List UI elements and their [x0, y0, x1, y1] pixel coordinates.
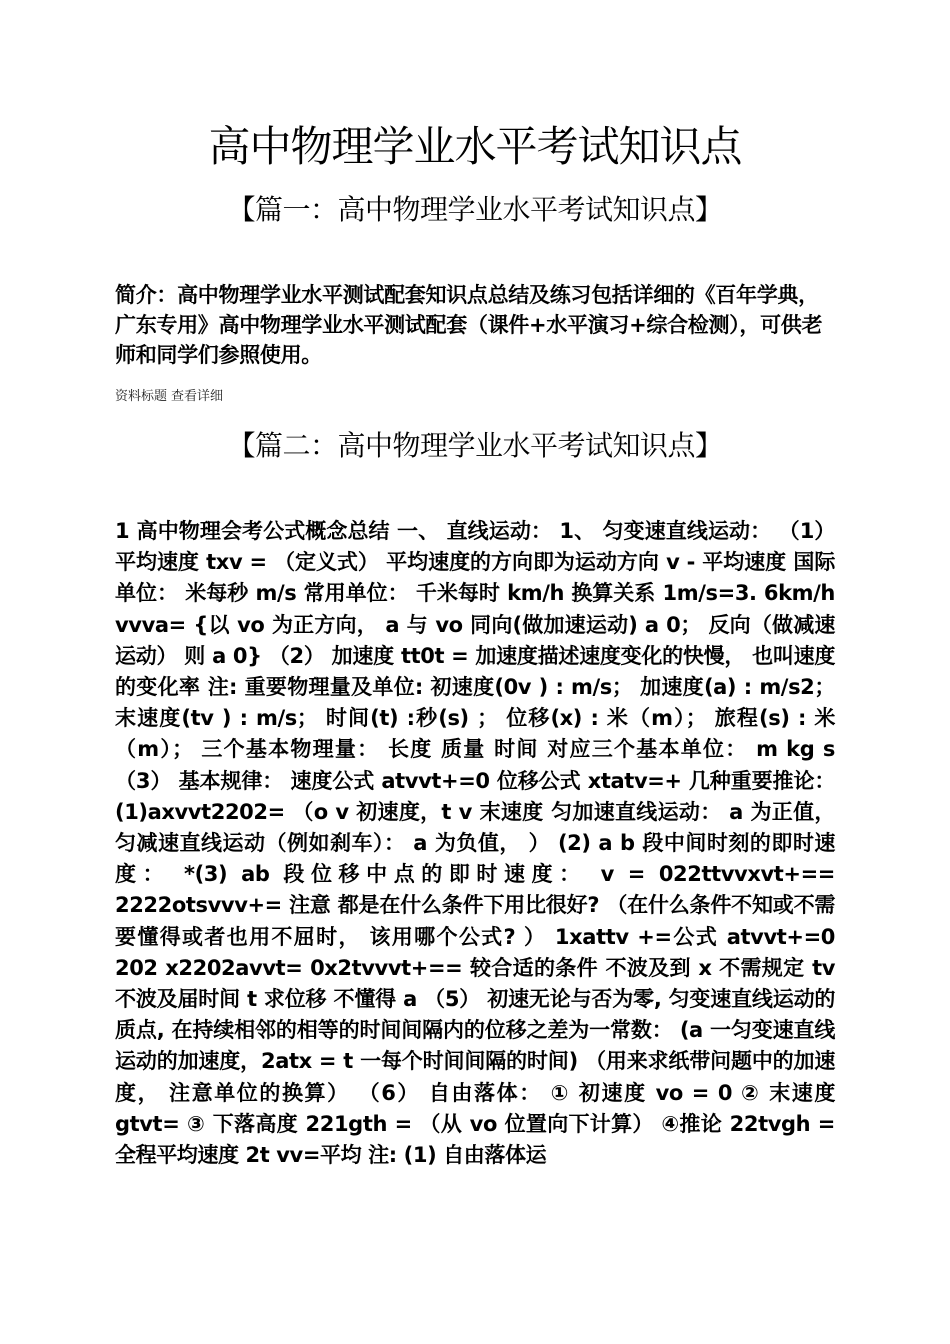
intro-paragraph: 简介：高中物理学业水平测试配套知识点总结及练习包括详细的《百年学典，广东专用》高中物理学业水平测试配套（课件+水平演习+综合检测），可供老师和同学们参照使用。	[115, 283, 823, 367]
section-heading-1: 【篇一：高中物理学业水平考试知识点】	[227, 193, 723, 226]
material-info-line	[115, 388, 835, 406]
formula-summary-text: 1 高中物理会考公式概念总结 一、 直线运动： 1、 匀变速直线运动： （1） 平均速度 txv = （定义式） 平均速度的方向即为运动方向 v - 平均速度 国际单位： 米每秒 m/s 常用单位： 千米每时 km/h 换算关系 1m/s=3. 6km/h vvva= {以 vo 为正方向， a 与 vo 同向(做加速运动) a 0； 反向（做减速运动） 则 a 0} （2） 加速度 tt0t = 加速度描述速度变化的快慢， 也叫速度的变化率 注: 重要物理量及单位: 初速度(0v ) : m/s； 加速度(a) : m/s2； 末速度(tv ) : m/s； 时间(t) :秒(s) ； 位移(x) : 米（m）； 旅程(s) : 米（m）； 三个基本物理量： 长度 质量 时间 对应三个基本单位： m kg s （3） 基本规律： 速度公式 atvvt+=0 位移公式 xtatv=+ 几种重要推论： (1)axvvt2202= （o v 初速度，t v 末速度 匀加速直线运动： a 为正值， 匀减速直线运动（例如刹车）： a 为负值， ） (2) a b 段中间时刻的即时速度： *(3) ab 段位移中点的即时速度： v = 022ttvvxvt+== 2222otsvvv+= 注意 都是在什么条件下用比很好? （在什么条件不知或不需要懂得或者也用不屈时， 该用哪个公式? ） 1xattv +=公式 atvvt+=0 202 x2202avvt= 0x2tvvvt+== 较合适的条件 不波及到 x 不需规定 tv 不波及届时间 t 求位移 不懂得 a （5） 初速无论与否为零, 匀变速直线运动的质点, 在持续相邻的相等的时间间隔内的位移之差为一常数： (a 一匀变速直线运动的加速度，2atx = t 一每个时间间隔的时间) （用来求纸带问题中的加速度， 注意单位的换算） （6） 自由落体： ① 初速度 vo = 0 ② 末速度 gtvt= ③ 下落高度 221gth = （从 vo 位置向下计算） ④推论 22tvgh = 全程平均速度 2t vv=平均 注: (1) 自由落体运	[115, 519, 835, 1168]
section-heading-2: 【篇二：高中物理学业水平考试知识点】	[227, 429, 723, 462]
material-title-label: 资料标题	[115, 389, 168, 404]
document-title: 高中物理学业水平考试知识点	[208, 122, 742, 171]
view-detail-link[interactable]: 查看详细	[171, 389, 224, 404]
